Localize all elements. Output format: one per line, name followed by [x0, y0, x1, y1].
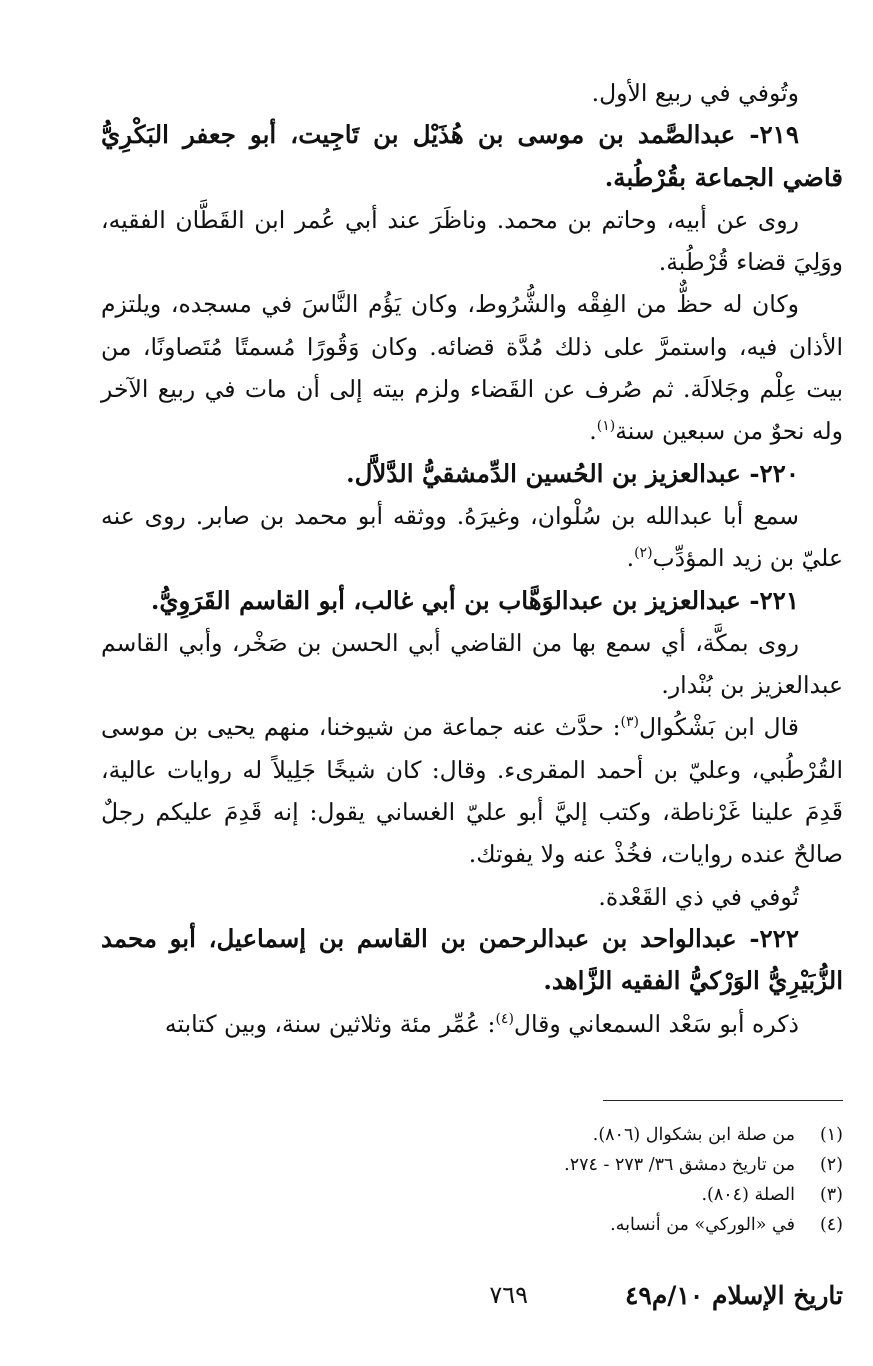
entry-heading-221 [101, 580, 843, 622]
heading-text: ٢١٩- عبدالصَّمد بن موسى بن هُذَيْل بن تَاجِيت، أبو جعفر البَكْرِيُّ قاضي الجماعة بقُرْطُبة. [101, 120, 843, 192]
footnote-ref: (١) [596, 418, 616, 435]
page-number: ٧٦٩ [489, 1281, 528, 1309]
footnote-number: (١) [819, 1125, 843, 1145]
paragraph-text: سمع أبا عبدالله بن سُلْوان، وغيرَهُ. ووثقه أبو محمد بن صابر. روى عنه عليّ بن زيد المؤدِّب [101, 501, 843, 573]
paragraph-text: وكان له حظٌّ من الفِقْه والشُّرُوط، وكان يَؤُم النَّاسَ في مسجده، ويلتزم الأذان فيه، واستمرَّ على ذلك مُدَّة قضائه. وكان وَقُورًا مُسمتًا مُتَصاونًا، من بيت عِلْم وجَلالَة. ثم صُرف عن القَضاء ولزم بيته إلى أن مات في ربيع الآخر وله نحوٌ من سبعين سنة [101, 290, 843, 446]
entry-heading-220 [101, 453, 843, 495]
paragraph [101, 495, 843, 580]
page-footer [101, 1281, 843, 1321]
footnote-text: في «الوركي» من أنسابه. [610, 1215, 795, 1235]
footnote-text: من تاريخ دمشق ٣٦/ ٢٧٣ - ٢٧٤. [564, 1155, 795, 1175]
paragraph-tail: . [589, 417, 597, 446]
footnote-ref: (٣) [620, 714, 639, 731]
footnotes [101, 1120, 843, 1240]
footnote-item [101, 1150, 843, 1180]
paragraph [101, 706, 843, 875]
footnote-ref: (٢) [634, 545, 653, 562]
footnote-item [101, 1120, 843, 1150]
paragraph-tail: : حدَّث عنه جماعة من شيوخنا، منهم يحيى بن موسى القُرْطُبي، وعليّ بن أحمد المقرىء. وقال: كان شيخًا جَلِيلاً له روايات عالية، قَدِمَ علينا غَرْناطة، وكتب إليَّ أبو عليّ الغساني يقول: إنه قَدِمَ عليكم رجلٌ صالحٌ عنده روايات، فخُذْ عنه ولا يفوتك. [101, 713, 843, 869]
paragraph-text: روى عن أبيه، وحاتم بن محمد. وناظَرَ عند أبي عُمر ابن القَطَّان الفقيه، ووَلِيَ قضاء قُرْطُبة. [101, 205, 843, 277]
footnote-text: من صلة ابن بشكوال (٨٠٦). [592, 1125, 795, 1145]
entry-heading-219 [101, 114, 843, 199]
main-text [101, 72, 843, 1045]
paragraph-text: قال ابن بَشْكُوال [638, 713, 799, 742]
heading-text: ٢٢٢- عبدالواحد بن عبدالرحمن بن القاسم بن إسماعيل، أبو محمد الزُّبَيْرِيُّ الوَرْكيُّ الفقيه الزَّاهد. [101, 923, 843, 996]
entry-heading-222 [101, 918, 843, 1003]
paragraph [101, 199, 843, 284]
footnote-ref: (٤) [495, 1010, 514, 1027]
footnote-item [101, 1210, 843, 1240]
footnote-divider [603, 1100, 843, 1101]
paragraph-text: روى بمكَّة، أي سمع بها من القاضي أبي الحسن بن صَخْر، وأبي القاسم عبدالعزيز بن بُنْدار. [101, 628, 843, 700]
paragraph-tail: : عُمِّر مئة وثلاثين سنة، وبين كتابته [164, 1009, 496, 1038]
footnote-number: (٣) [819, 1185, 843, 1205]
paragraph [101, 622, 843, 707]
paragraph-text: وتُوفي في ربيع الأول. [591, 79, 799, 107]
paragraph-text: ذكره أبو سَعْد السمعاني وقال [513, 1009, 799, 1038]
running-title: تاريخ الإسلام ١٠/م٤٩ [624, 1281, 843, 1310]
footnote-text: الصلة (٨٠٤). [701, 1185, 795, 1205]
paragraph-tail: . [626, 544, 635, 573]
paragraph [101, 283, 843, 452]
footnote-number: (٢) [819, 1155, 843, 1175]
paragraph [101, 876, 843, 918]
heading-text: ٢٢٠- عبدالعزيز بن الحُسين الدِّمشقيُّ الدَّلاَّل. [346, 458, 799, 488]
continuation-line [101, 72, 843, 114]
paragraph-text: تُوفي في ذي القَعْدة. [598, 882, 799, 911]
paragraph [101, 1003, 843, 1045]
footnote-number: (٤) [819, 1215, 843, 1235]
heading-text: ٢٢١- عبدالعزيز بن عبدالوَهَّاب بن أبي غالب، أبو القاسم القَرَوِيُّ. [150, 585, 799, 615]
footnote-item [101, 1180, 843, 1210]
